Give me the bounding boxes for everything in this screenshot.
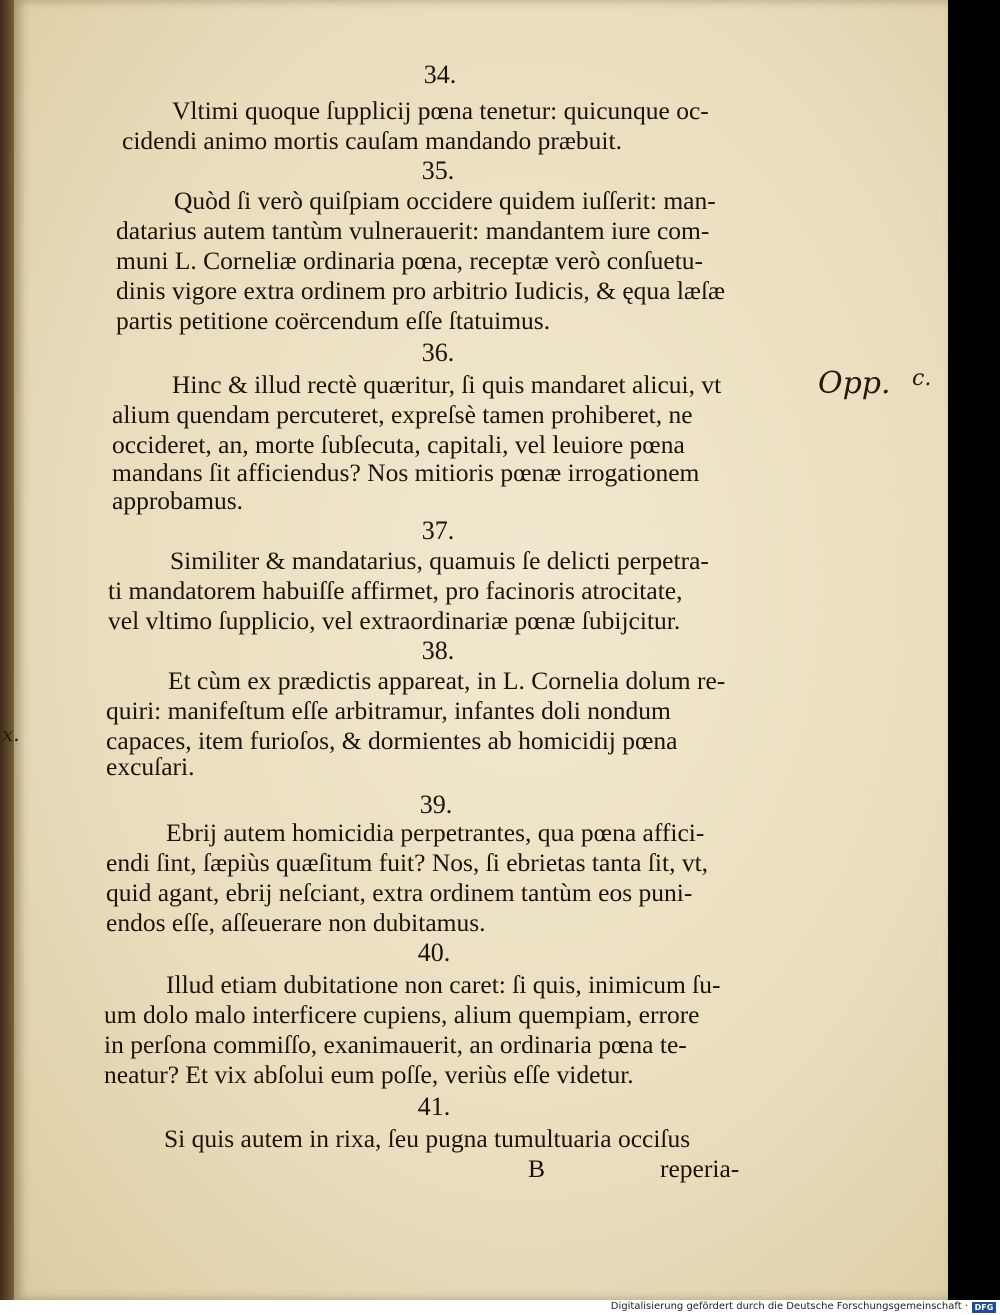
text-line: alium quendam percuteret, expreſsè tamen prohiberet, ne <box>112 400 693 429</box>
text-line: datarius autem tantùm vulnerauerit: mandantem iure com- <box>116 216 710 245</box>
section-number: 35. <box>421 156 455 185</box>
margin-note: x. <box>2 722 20 746</box>
text-line: muni L. Corneliæ ordinaria pœna, receptæ verò conſuetu- <box>116 246 704 275</box>
text-line: excuſari. <box>106 752 195 781</box>
footer-credit: Digitalisierung gefördert durch die Deutsche Forschungsgemeinschaft · <box>610 1301 968 1312</box>
text-line: Si quis autem in rixa, ſeu pugna tumultuaria occiſus <box>164 1124 691 1153</box>
text-line: Illud etiam dubitatione non caret: ſi quis, inimicum ſu- <box>166 970 721 999</box>
text-line: Et cùm ex prædictis appareat, in L. Cornelia dolum re- <box>168 666 726 695</box>
text-line: Quòd ſi verò quiſpiam occidere quidem iuſſerit: man- <box>174 186 716 215</box>
text-line: capaces, item furioſos, & dormientes ab homicidij pœna <box>106 726 678 755</box>
text-line: vel vltimo ſupplicio, vel extraordinariæ pœnæ ſubijcitur. <box>108 606 681 635</box>
text-line: um dolo malo interficere cupiens, alium quempiam, errore <box>104 1000 700 1029</box>
text-line: partis petitione coërcendum eſſe ſtatuimus. <box>116 306 551 335</box>
text-line: neatur? Et vix abſolui eum poſſe, veriùs eſſe videtur. <box>104 1060 634 1089</box>
dfg-logo-icon: DFG <box>972 1302 996 1313</box>
text-line: occideret, an, morte ſubſecuta, capitali, vel leuiore pœna <box>112 430 685 459</box>
text-line: quid agant, ebrij neſciant, extra ordinem tantùm eos puni- <box>106 878 693 907</box>
section-number: 40. <box>417 938 451 967</box>
text-line: in perſona commiſſo, exanimauerit, an ordinaria pœna te- <box>104 1030 687 1059</box>
text-line: Hinc & illud rectè quæritur, ſi quis mandaret alicui, vt <box>172 370 722 399</box>
text-line: Vltimi quoque ſupplicij pœna tenetur: quicunque oc- <box>172 96 709 125</box>
text-line: dinis vigore extra ordinem pro arbitrio Iudicis, & ęqua læſæ <box>116 276 726 305</box>
signature-mark: B <box>528 1154 546 1183</box>
text-line: endos eſſe, aſſeuerare non dubitamus. <box>106 908 486 937</box>
catchword: reperia- <box>660 1154 740 1183</box>
text-line: endi ſint, ſæpiùs quæſitum fuit? Nos, ſi ebrietas tanta ſit, vt, <box>106 848 709 877</box>
text-line: ti mandatorem habuiſſe affirmet, pro facinoris atrocitate, <box>108 576 683 605</box>
section-number: 34. <box>423 60 457 89</box>
margin-note: c. <box>912 366 932 391</box>
text-line: mandans ſit afficiendus? Nos mitioris pœnæ irrogationem <box>112 458 700 487</box>
text-line: Ebrij autem homicidia perpetrantes, qua pœna affici- <box>166 818 705 847</box>
text-line: approbamus. <box>112 486 244 515</box>
section-number: 37. <box>421 516 455 545</box>
section-number: 38. <box>421 636 455 665</box>
section-number: 41. <box>417 1092 451 1121</box>
section-number: 36. <box>421 338 455 367</box>
text-line: Similiter & mandatarius, quamuis ſe delicti perpetra- <box>170 546 709 575</box>
margin-note: Opp. <box>818 366 891 401</box>
text-line: cidendi animo mortis cauſam mandando præbuit. <box>122 126 622 155</box>
section-number: 39. <box>419 790 453 819</box>
text-line: quiri: manifeſtum eſſe arbitramur, infantes doli nondum <box>106 696 671 725</box>
